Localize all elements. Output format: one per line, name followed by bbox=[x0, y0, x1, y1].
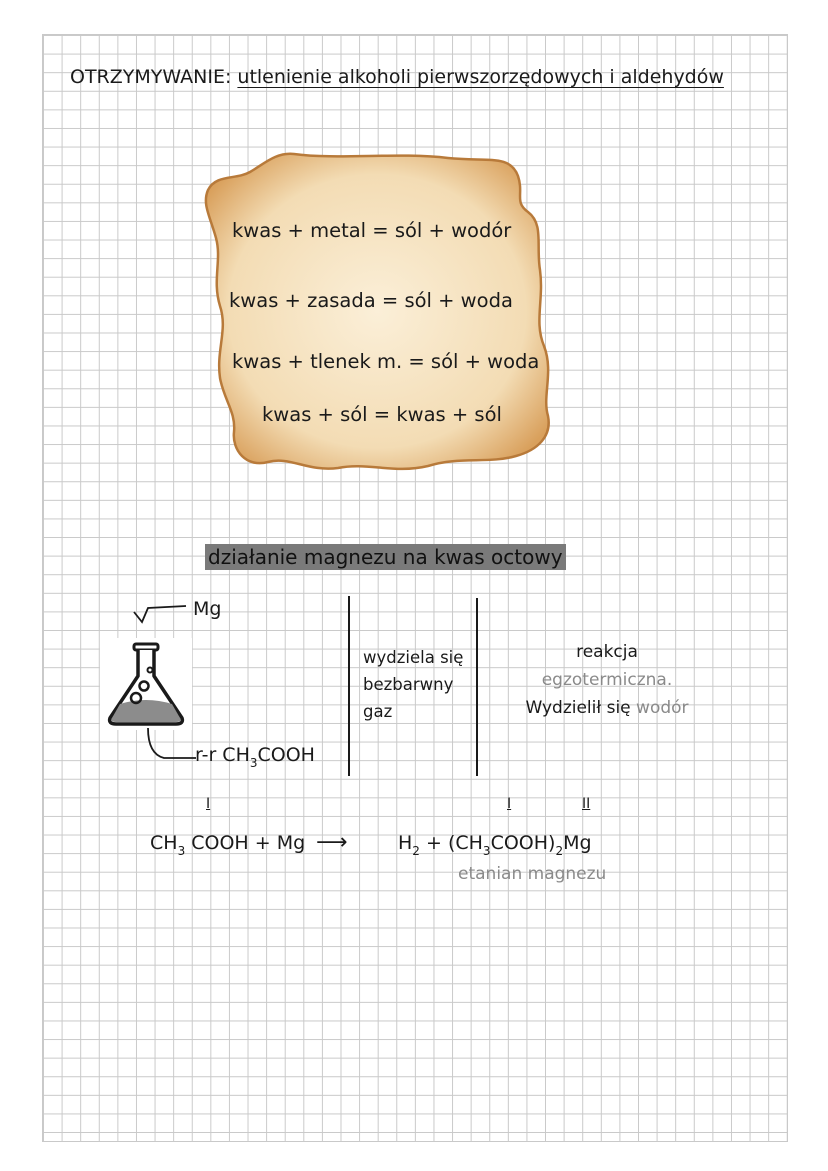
column-divider-left bbox=[348, 596, 350, 776]
heading-label: OTRZYMYWANIE: bbox=[70, 66, 232, 88]
experiment-title: działanie magnezu na kwas octowy bbox=[205, 544, 566, 570]
product-name: etanian magnezu bbox=[458, 864, 607, 884]
solution-pointer-icon bbox=[140, 726, 200, 766]
valence-acid: I bbox=[206, 796, 211, 812]
reaction-arrow-icon: ⟶ bbox=[316, 830, 348, 855]
reagent-label: Mg bbox=[193, 598, 222, 620]
equation-products: $H_2$ + $(CH_3COOH)_2Mg$ bbox=[398, 832, 592, 858]
reagent-arrow-icon bbox=[130, 596, 190, 626]
rule-metal: kwas + metal = sól + wodór bbox=[232, 219, 512, 242]
valence-mg: II bbox=[582, 796, 591, 812]
rule-salt: kwas + sól = kwas + sól bbox=[262, 403, 502, 426]
conclusion-text: reakcja egzotermiczna. Wydzielił się wodór bbox=[525, 642, 689, 718]
column-divider-right bbox=[476, 598, 478, 776]
page-heading bbox=[70, 66, 724, 88]
heading-text: utlenienie alkoholi pierwszorzędowych i aldehydów bbox=[237, 66, 724, 88]
rule-base: kwas + zasada = sól + woda bbox=[229, 289, 513, 312]
rule-oxide: kwas + tlenek m. = sól + woda bbox=[232, 350, 540, 373]
solution-label: r-r $CH_3COOH$ bbox=[195, 744, 315, 770]
valence-acetate: I bbox=[507, 796, 512, 812]
observation-text: wydziela się bezbarwny gaz bbox=[363, 648, 464, 721]
equation-reactants: $CH_3$ COOH + Mg bbox=[150, 832, 306, 858]
flask-icon bbox=[100, 638, 192, 730]
